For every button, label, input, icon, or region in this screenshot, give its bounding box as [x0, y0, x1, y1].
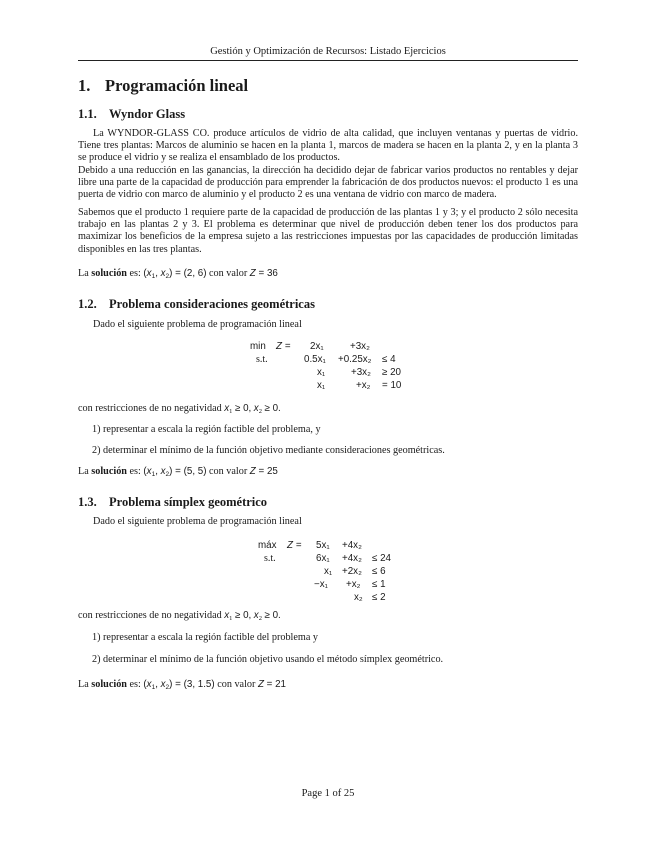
subsection-number-1: 1.1. — [78, 107, 97, 121]
solution-3-value: (3, 1.5) — [183, 679, 215, 690]
solution-1-value: (2, 6) — [183, 268, 207, 279]
solution-2-z: 25 — [266, 466, 278, 477]
solution-1: La solución es: ($x_1$, $x_2) = (2$, 6) con valor Z = 36 — [78, 268, 278, 280]
list-item-2-2: 2) determinar el mínimo de la función objetivo mediante consideraciones geométricas. — [92, 445, 445, 456]
subsection-title-text-2: Problema consideraciones geométricas — [109, 297, 315, 311]
intro-2: Dado el siguiente problema de programación lineal — [93, 319, 302, 330]
section-number: 1. — [78, 76, 91, 95]
list-item-3-1: 1) representar a escala la región factible del problema y — [92, 632, 318, 643]
paragraph-2: Debido a una reducción en las ganancias, la dirección ha decidido dejar de fabricar varios productos no rentables y dejar libre una parte de la capacidad de producción para emprender la fabricación de dos productos nuevos: el producto 1 es una puerta de vidrio con marco de aluminio y el producto 2 es una ventana de vidrio con marco de madera. — [78, 165, 578, 201]
header-rule — [78, 60, 578, 61]
list-item-2-1: 1) representar a escala la región factible del problema, y — [92, 424, 321, 435]
list-item-3-2: 2) determinar el mínimo de la función objetivo usando el método símplex geométrico. — [92, 654, 444, 665]
intro-3: Dado el siguiente problema de programación lineal — [93, 516, 302, 527]
section-title-text: Programación lineal — [105, 76, 249, 95]
running-header: Gestión y Optimización de Recursos: Listado Ejercicios — [210, 46, 446, 57]
nonneg-2: con restricciones de no negatividad $x_1 \ge 0$, $x_2 \ge 0$. — [78, 403, 281, 415]
solution-3: La solución es: ($x_1$, $x_2) = (3$, 1.5) con valor Z = 21 — [78, 679, 287, 691]
lp-problem-3: máx Z = s.t. 5x₁ +4x₂ 6x₁ +4x₂ ≤ 24 x₁ +2x₂ ≤ 6 −x₁ +x₂ ≤ 1 x₂ ≤ 2 — [258, 540, 391, 603]
solution-1-z: 36 — [266, 268, 278, 279]
section-title — [78, 76, 248, 96]
solution-3-z: 21 — [275, 679, 287, 690]
page-footer: Page 1 of 25 — [301, 788, 355, 799]
subsection-title-text-3: Problema símplex geométrico — [109, 495, 268, 509]
subsection-number-3: 1.3. — [78, 495, 97, 509]
subsection-title-3 — [78, 495, 267, 510]
solution-2-value: (5, 5) — [183, 466, 207, 477]
paragraph-3: Sabemos que el producto 1 requiere parte de la capacidad de producción de las plantas 1 y 3; y el producto 2 sólo necesita trabajo en las plantas 2 y 3. El problema es determinar que nivel de producción deben tener los dos productos para maximizar los beneficios de la empresa sujeto a las restricciones impuestas por las capacidades de producción limitadas disponibles en las tres plantas. — [78, 207, 578, 255]
nonneg-3: con restricciones de no negatividad $x_1 \ge 0$, $x_2 \ge 0$. — [78, 610, 281, 622]
subsection-title-text-1: Wyndor Glass — [109, 107, 186, 121]
lp-problem-2: min Z = s.t. 2x₁ +3x₂ 0.5x₁ +0.25x₂ ≤ 4 x₁ +3x₂ ≥ 20 x₁ +x₂ = 10 — [250, 341, 402, 391]
subsection-number-2: 1.2. — [78, 297, 97, 311]
paragraph-1: La WYNDOR-GLASS CO. produce artículos de vidrio de alta calidad, que incluyen ventanas y puertas de vidrio. Tiene tres plantas: Marcos de aluminio se hacen en la planta 1, marcos de madera se hacen en la planta 2, y en la planta 3 se produce el vidrio y se realiza el ensamblado de los productos. — [78, 128, 578, 164]
subsection-title-1 — [78, 107, 185, 122]
subsection-title-2 — [78, 297, 315, 312]
solution-2: La solución es: ($x_1$, $x_2) = (5$, 5) con valor Z = 25 — [78, 466, 278, 478]
